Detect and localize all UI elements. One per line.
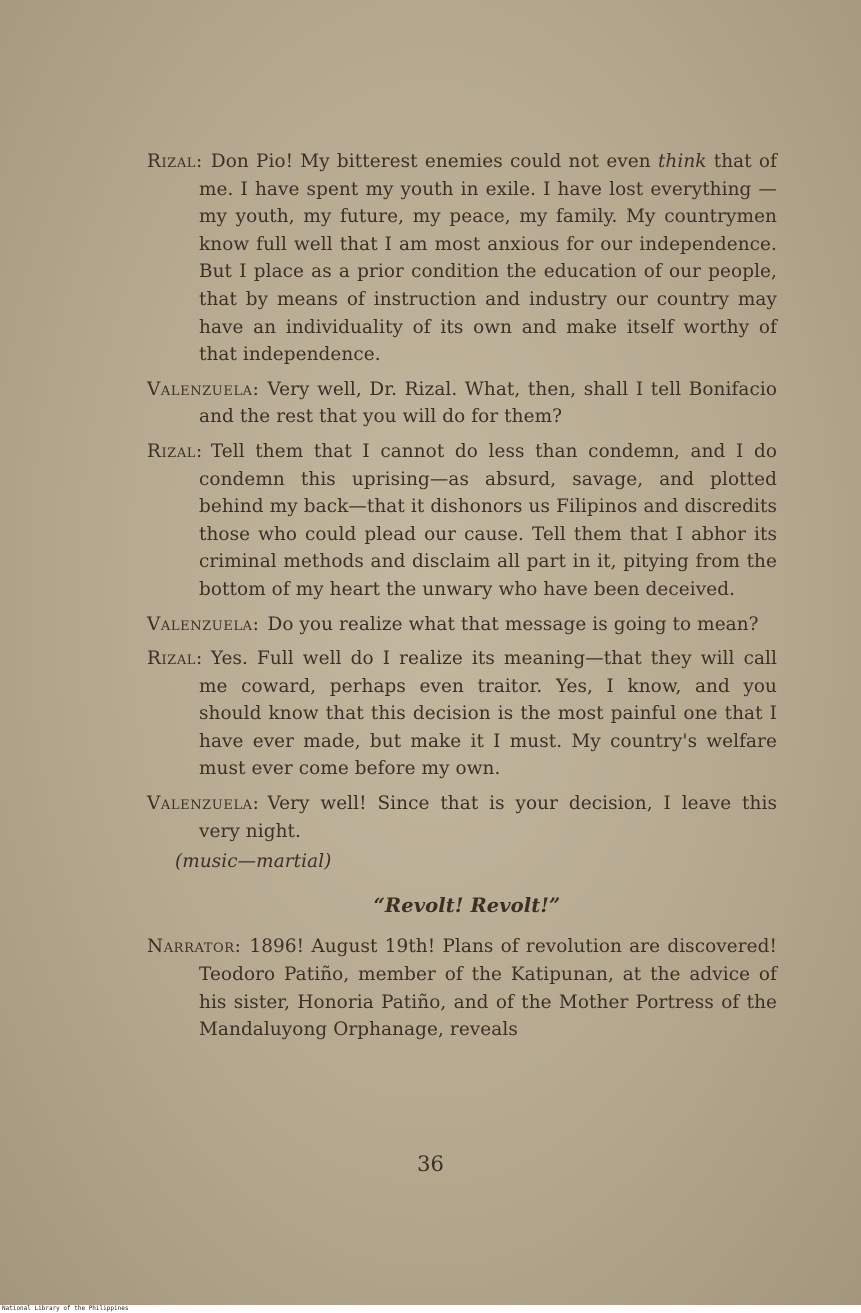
speaker-label: Valenzuela: — [147, 378, 260, 400]
emphasized-word: think — [657, 151, 707, 172]
speaker-label: Narrator: — [147, 936, 242, 958]
speaker-label: Valenzuela: — [147, 613, 260, 635]
page-number: 36 — [417, 1152, 444, 1176]
speech-text: 1896! August 19th! Plans of revolution are discovered! Teodoro Patiño, member of the Katipunan, at the advice of his sister, Honoria Patiño, and of the Mother Portress of the Mandaluyong Orphanage, reveals — [199, 936, 777, 1041]
speech-valenzuela-1 — [147, 376, 777, 431]
speech-rizal-1 — [147, 148, 777, 369]
speech-text: Very well! Since that is your decision, I leave this very night. — [199, 793, 777, 842]
script-text — [147, 148, 777, 1051]
speech-text: Yes. Full well do I realize its meaning—that they will call me coward, perhaps even traitor. Yes, I know, and you should know that this decision is the most painful one that I have ever made, but make it I must. My country's welfare must ever come before my own. — [199, 648, 777, 780]
stage-direction: (music—martial) — [175, 851, 332, 873]
scene-title: “Revolt! Revolt!” — [373, 893, 561, 917]
speech-narrator — [147, 933, 777, 1043]
speaker-label: Rizal: — [147, 151, 203, 172]
speaker-label: Valenzuela: — [147, 793, 260, 815]
speech-valenzuela-3 — [147, 790, 777, 845]
speaker-label: Rizal: — [147, 648, 203, 670]
speech-text: Do you realize what that message is going to mean? — [267, 613, 759, 635]
speaker-label: Rizal: — [147, 440, 203, 462]
speech-text: Tell them that I cannot do less than condemn, and I do condemn this uprising—as absurd, savage, and plotted behind my back—that it dishonors us Filipinos and discredits those who could plead our cause. Tell them that I abhor its criminal methods and disclaim all part in it, pitying from the bottom of my heart the unwary who have been deceived. — [199, 440, 777, 600]
footer-strip — [0, 1305, 861, 1313]
speech-text: Don Pio! My bitterest enemies could not even — [210, 151, 658, 172]
speech-rizal-2 — [147, 438, 777, 604]
footer-credit: National Library of the Philippines — [2, 1305, 129, 1312]
speech-text: Very well, Dr. Rizal. What, then, shall I tell Bonifacio and the rest that you will do for them? — [199, 378, 777, 428]
speech-text: that of me. I have spent my youth in exile. I have lost everything — my youth, my future, my peace, my family. My countrymen know full well that I am most anxious for our independence. But I place as a prior condition the education of our people, that by means of instruction and industry our country may have an individuality of its own and make itself worthy of that independence. — [199, 151, 777, 366]
speech-rizal-3 — [147, 645, 777, 783]
speech-valenzuela-2 — [147, 611, 777, 639]
